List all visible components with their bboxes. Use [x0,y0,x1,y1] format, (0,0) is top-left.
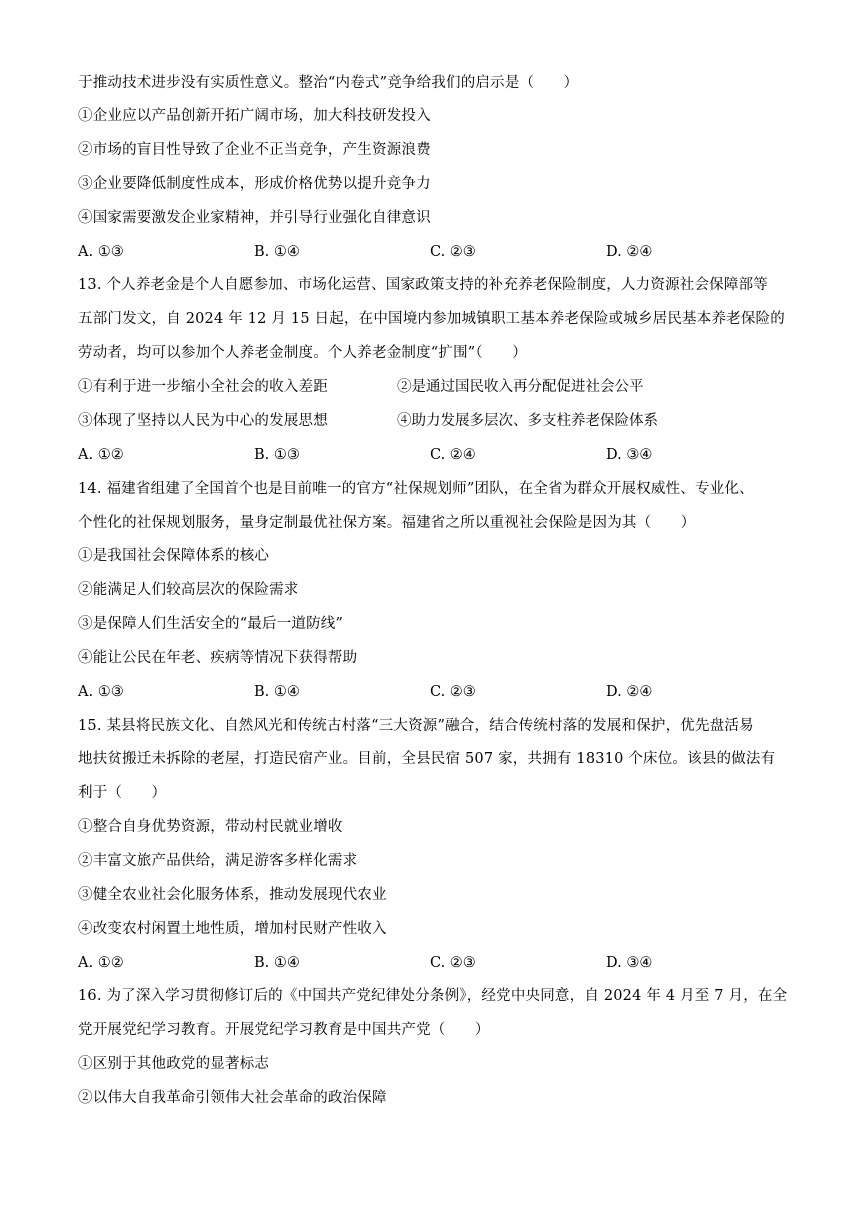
q13-stem-line-2: 五部门发文，自 2024 年 12 月 15 日起，在中国境内参加城镇职工基本养老保险或城乡居民基本养老保险的 [78,311,785,327]
q14-item-1: ①是我国社会保障体系的核心 [78,548,270,564]
q13-option-a[interactable]: A. ①② [78,447,124,463]
q12-item-3: ③企业要降低制度性成本，形成价格优势以提升竞争力 [78,176,431,192]
q13-option-b[interactable]: B. ①③ [254,447,300,463]
q15-stem-line-3: 利于（ ） [78,785,167,801]
q12-item-4: ④国家需要激发企业家精神，并引导行业强化自律意识 [78,210,431,226]
q16-item-2: ②以伟大自我革命引领伟大社会革命的政治保障 [78,1090,387,1106]
q15-stem-line-2: 地扶贫搬迁未拆除的老屋，打造民宿产业。目前，全县民宿 507 家，共拥有 18310 个床位。该县的做法有 [78,751,776,767]
q14-item-4: ④能让公民在年老、疾病等情况下获得帮助 [78,650,358,666]
q15-option-b[interactable]: B. ①④ [254,955,300,971]
q12-item-1: ①企业应以产品创新开拓广阔市场，加大科技研发投入 [78,108,431,124]
q15-stem-line-1: 15. 某县将民族文化、自然风光和传统古村落“三大资源”融合，结合传统村落的发展和保护，优先盘活易 [78,718,754,734]
q14-stem-line-2: 个性化的社保规划服务，量身定制最优社保方案。福建省之所以重视社会保险是因为其（ ） [78,515,696,531]
q12-stem-line: 于推动技术进步没有实质性意义。整治“内卷式”竞争给我们的启示是（ ） [78,75,579,91]
q12-item-2: ②市场的盲目性导致了企业不正当竞争，产生资源浪费 [78,142,431,158]
q12-option-d[interactable]: D. ②④ [606,244,653,260]
q14-option-d[interactable]: D. ②④ [606,684,653,700]
q16-item-1: ①区别于其他政党的显著标志 [78,1056,270,1072]
q13-item-1: ①有利于进一步缩小全社会的收入差距 [78,379,328,395]
q14-option-a[interactable]: A. ①③ [78,684,124,700]
q15-option-c[interactable]: C. ②③ [430,955,476,971]
q16-stem-line-2: 党开展党纪学习教育。开展党纪学习教育是中国共产党（ ） [78,1022,490,1038]
q13-item-3: ③体现了坚持以人民为中心的发展思想 [78,413,328,429]
q14-option-b[interactable]: B. ①④ [254,684,300,700]
q14-item-2: ②能满足人们较高层次的保险需求 [78,582,299,598]
q13-option-c[interactable]: C. ②④ [430,447,476,463]
q13-stem-line-1: 13. 个人养老金是个人自愿参加、市场化运营、国家政策支持的补充养老保险制度，人力资源社会保障部等 [78,277,768,293]
q13-item-2: ②是通过国民收入再分配促进社会公平 [397,379,644,395]
q14-option-c[interactable]: C. ②③ [430,684,476,700]
q14-item-3: ③是保障人们生活安全的“最后一道防线” [78,616,344,632]
q12-option-c[interactable]: C. ②③ [430,244,476,260]
q12-option-b[interactable]: B. ①④ [254,244,300,260]
q15-item-4: ④改变农村闲置土地性质，增加村民财产性收入 [78,921,387,937]
q12-option-a[interactable]: A. ①③ [78,244,124,260]
q14-stem-line-1: 14. 福建省组建了全国首个也是目前唯一的官方“社保规划师”团队，在全省为群众开展权威性、专业化、 [78,481,754,497]
q15-item-1: ①整合自身优势资源，带动村民就业增收 [78,819,343,835]
q15-item-2: ②丰富文旅产品供给，满足游客多样化需求 [78,853,358,869]
q13-stem-line-3: 劳动者，均可以参加个人养老金制度。个人养老金制度“扩围”（ ） [78,345,527,361]
q16-stem-line-1: 16. 为了深入学习贯彻修订后的《中国共产党纪律处分条例》，经党中央同意，自 2024 年 4 月至 7 月，在全 [78,988,788,1004]
q15-option-a[interactable]: A. ①② [78,955,124,971]
q15-option-d[interactable]: D. ③④ [606,955,653,971]
q15-item-3: ③健全农业社会化服务体系，推动发展现代农业 [78,887,387,903]
q13-item-4: ④助力发展多层次、多支柱养老保险体系 [397,413,658,429]
q13-option-d[interactable]: D. ③④ [606,447,653,463]
